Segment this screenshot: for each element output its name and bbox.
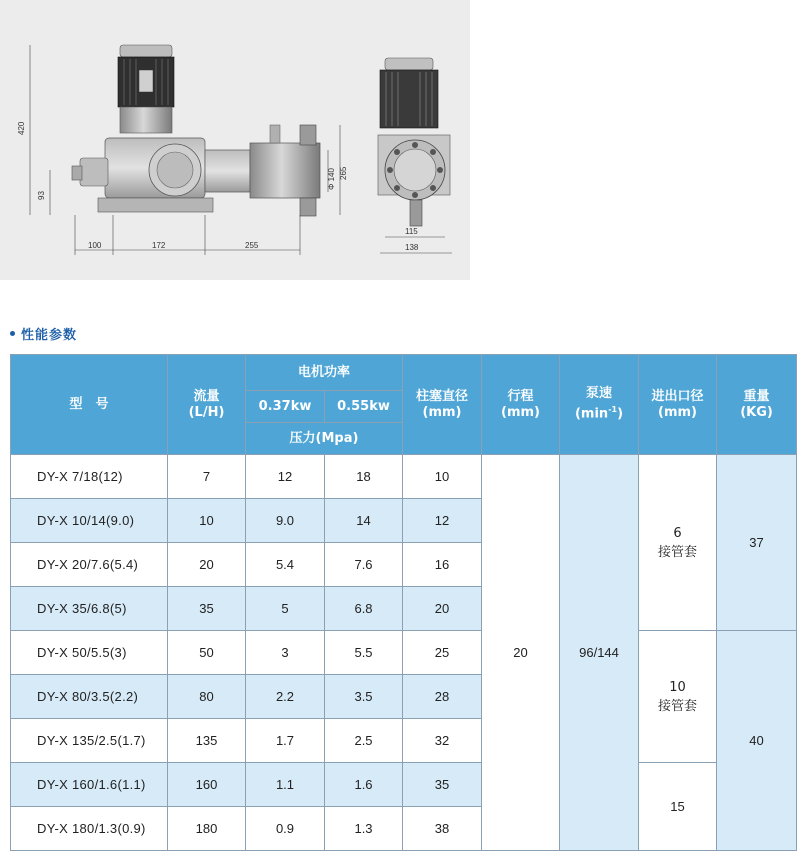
table-row xyxy=(11,763,797,807)
cell-plunger: 32 xyxy=(403,719,482,763)
cell-p055: 1.6 xyxy=(325,763,403,807)
cell-model: DY-X 180/1.3(0.9) xyxy=(11,807,168,851)
cell-flow: 7 xyxy=(168,455,246,499)
cell-p055: 3.5 xyxy=(325,675,403,719)
header-flow: 流量 (L/H) xyxy=(168,355,246,455)
cell-flow: 135 xyxy=(168,719,246,763)
motor-front xyxy=(118,45,174,133)
cell-stroke: 20 xyxy=(482,455,560,851)
cell-model: DY-X 135/2.5(1.7) xyxy=(11,719,168,763)
header-model: 型 号 xyxy=(11,355,168,455)
dim-len-left: 100 xyxy=(88,241,102,250)
gearbox-body xyxy=(72,125,320,216)
cell-model: DY-X 35/6.8(5) xyxy=(11,587,168,631)
cell-plunger: 35 xyxy=(403,763,482,807)
cell-plunger: 25 xyxy=(403,631,482,675)
dim-plunger-dia: Φ 140 xyxy=(327,168,336,190)
dim-side-base: 115 xyxy=(405,227,418,236)
spec-table xyxy=(10,354,797,851)
cell-flow: 20 xyxy=(168,543,246,587)
cell-flow: 35 xyxy=(168,587,246,631)
cell-p055: 2.5 xyxy=(325,719,403,763)
section-title xyxy=(10,324,77,343)
header-port: 进出口径 (mm) xyxy=(639,355,717,455)
cell-p037: 5 xyxy=(246,587,325,631)
dim-len-right: 255 xyxy=(245,241,259,250)
cell-speed: 96/144 xyxy=(560,455,639,851)
cell-p037: 12 xyxy=(246,455,325,499)
cell-model: DY-X 7/18(12) xyxy=(11,455,168,499)
cell-p055: 1.3 xyxy=(325,807,403,851)
cell-flow: 50 xyxy=(168,631,246,675)
cell-p037: 0.9 xyxy=(246,807,325,851)
cell-p037: 2.2 xyxy=(246,675,325,719)
cell-model: DY-X 50/5.5(3) xyxy=(11,631,168,675)
cell-p055: 7.6 xyxy=(325,543,403,587)
cell-flow: 180 xyxy=(168,807,246,851)
cell-p037: 5.4 xyxy=(246,543,325,587)
bullet-dot-icon xyxy=(10,331,15,336)
header-weight: 重量 (KG) xyxy=(717,355,797,455)
cell-weight-37: 37 xyxy=(717,455,797,631)
cell-p055: 6.8 xyxy=(325,587,403,631)
cell-flow: 10 xyxy=(168,499,246,543)
section-title-text: 性能参数 xyxy=(21,328,78,343)
header-pressure: 压力(Mpa) xyxy=(246,423,403,455)
cell-plunger: 20 xyxy=(403,587,482,631)
cell-p037: 1.7 xyxy=(246,719,325,763)
cell-model: DY-X 20/7.6(5.4) xyxy=(11,543,168,587)
cell-port-15: 15 xyxy=(639,763,717,851)
cell-plunger: 28 xyxy=(403,675,482,719)
cell-p055: 14 xyxy=(325,499,403,543)
cell-p055: 18 xyxy=(325,455,403,499)
cell-flow: 80 xyxy=(168,675,246,719)
cell-plunger: 38 xyxy=(403,807,482,851)
table-row xyxy=(11,631,797,675)
cell-plunger: 10 xyxy=(403,455,482,499)
header-stroke: 行程 (mm) xyxy=(482,355,560,455)
header-power-037: 0.37kw xyxy=(246,391,325,423)
cell-model: DY-X 160/1.6(1.1) xyxy=(11,763,168,807)
table-row xyxy=(11,455,797,499)
header-speed: 泵速 $(\min^{-1})$ xyxy=(560,355,639,455)
header-motor-power: 电机功率 xyxy=(246,355,403,391)
pump-side-view xyxy=(378,58,450,226)
cell-flow: 160 xyxy=(168,763,246,807)
cell-plunger: 12 xyxy=(403,499,482,543)
dim-head-height: 265 xyxy=(339,166,348,180)
technical-drawing xyxy=(0,0,470,280)
dim-height-total: 420 xyxy=(17,121,26,135)
cell-p037: 1.1 xyxy=(246,763,325,807)
cell-p055: 5.5 xyxy=(325,631,403,675)
dim-height-shaft: 93 xyxy=(37,191,46,200)
cell-p037: 3 xyxy=(246,631,325,675)
cell-p037: 9.0 xyxy=(246,499,325,543)
header-plunger: 柱塞直径 (mm) xyxy=(403,355,482,455)
header-power-055: 0.55kw xyxy=(325,391,403,423)
cell-model: DY-X 10/14(9.0) xyxy=(11,499,168,543)
cell-port-10: 10 接管套 xyxy=(639,631,717,763)
cell-weight-40: 40 xyxy=(717,631,797,851)
dim-len-mid: 172 xyxy=(152,241,166,250)
dim-side-total: 138 xyxy=(405,243,419,252)
cell-model: DY-X 80/3.5(2.2) xyxy=(11,675,168,719)
pump-dimension-drawing xyxy=(0,0,470,280)
cell-plunger: 16 xyxy=(403,543,482,587)
cell-port-6: 6 接管套 xyxy=(639,455,717,631)
